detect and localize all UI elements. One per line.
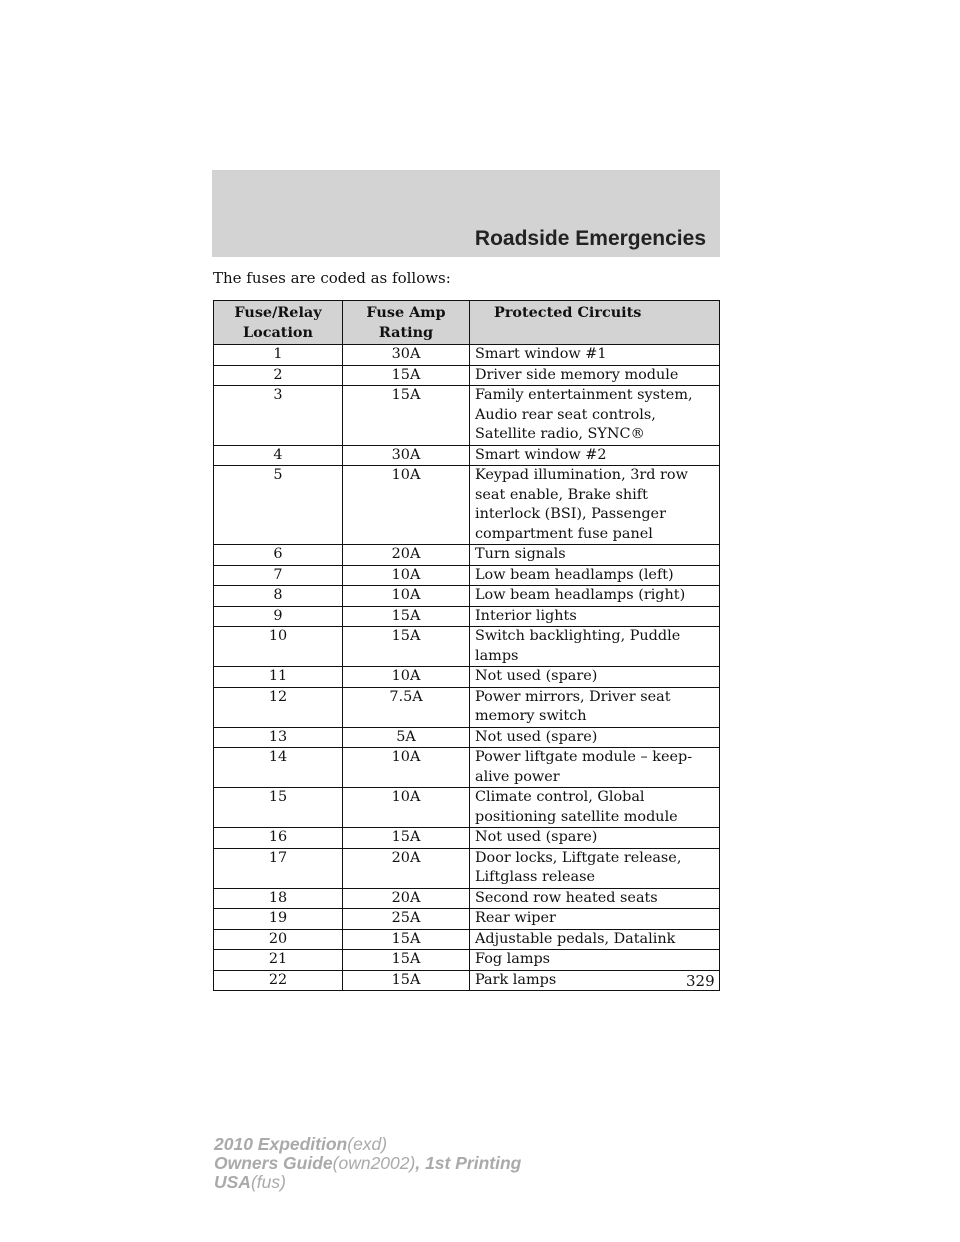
cell-location: 13 bbox=[214, 727, 343, 748]
cell-location: 10 bbox=[214, 627, 343, 667]
table-row bbox=[214, 365, 720, 386]
column-header-amp-rating: Fuse Amp Rating bbox=[343, 301, 470, 345]
cell-location: 15 bbox=[214, 788, 343, 828]
cell-protected-circuits: Climate control, Global positioning satellite module bbox=[470, 788, 720, 828]
cell-amp-rating: 15A bbox=[343, 970, 470, 991]
cell-protected-circuits: Second row heated seats bbox=[470, 888, 720, 909]
cell-protected-circuits: Power liftgate module – keep-alive power bbox=[470, 748, 720, 788]
cell-protected-circuits: Adjustable pedals, Datalink bbox=[470, 929, 720, 950]
table-row bbox=[214, 345, 720, 366]
cell-location: 17 bbox=[214, 848, 343, 888]
table-row bbox=[214, 386, 720, 446]
page-number: 329 bbox=[686, 972, 715, 990]
table-row bbox=[214, 687, 720, 727]
cell-protected-circuits: Park lamps bbox=[470, 970, 720, 991]
cell-protected-circuits: Not used (spare) bbox=[470, 727, 720, 748]
cell-amp-rating: 15A bbox=[343, 627, 470, 667]
cell-amp-rating: 10A bbox=[343, 565, 470, 586]
cell-location: 3 bbox=[214, 386, 343, 446]
section-header-band bbox=[212, 170, 720, 257]
cell-amp-rating: 7.5A bbox=[343, 687, 470, 727]
cell-location: 1 bbox=[214, 345, 343, 366]
cell-amp-rating: 30A bbox=[343, 445, 470, 466]
cell-protected-circuits: Fog lamps bbox=[470, 950, 720, 971]
cell-protected-circuits: Interior lights bbox=[470, 606, 720, 627]
cell-protected-circuits: Keypad illumination, 3rd row seat enable, Brake shift interlock (BSI), Passenger compartment fuse panel bbox=[470, 466, 720, 545]
footer-market-code: (fus) bbox=[250, 1172, 286, 1192]
cell-protected-circuits: Power mirrors, Driver seat memory switch bbox=[470, 687, 720, 727]
cell-amp-rating: 15A bbox=[343, 386, 470, 446]
cell-protected-circuits: Not used (spare) bbox=[470, 667, 720, 688]
cell-protected-circuits: Turn signals bbox=[470, 545, 720, 566]
cell-location: 21 bbox=[214, 950, 343, 971]
fuse-table-body bbox=[214, 345, 720, 991]
cell-location: 5 bbox=[214, 466, 343, 545]
footer-model-code: (exd) bbox=[347, 1134, 388, 1154]
cell-protected-circuits: Not used (spare) bbox=[470, 828, 720, 849]
cell-location: 20 bbox=[214, 929, 343, 950]
table-row bbox=[214, 888, 720, 909]
cell-protected-circuits: Smart window #1 bbox=[470, 345, 720, 366]
cell-location: 12 bbox=[214, 687, 343, 727]
footer-market: USA bbox=[214, 1172, 251, 1192]
footer-printing: , 1st Printing bbox=[415, 1153, 522, 1173]
footer-guide: Owners Guide bbox=[214, 1153, 333, 1173]
cell-location: 19 bbox=[214, 909, 343, 930]
cell-location: 2 bbox=[214, 365, 343, 386]
table-row bbox=[214, 970, 720, 991]
footer-model: 2010 Expedition bbox=[214, 1134, 348, 1154]
table-row bbox=[214, 748, 720, 788]
cell-amp-rating: 25A bbox=[343, 909, 470, 930]
table-row bbox=[214, 950, 720, 971]
fuse-table bbox=[213, 300, 720, 991]
cell-protected-circuits: Door locks, Liftgate release, Liftglass release bbox=[470, 848, 720, 888]
table-row bbox=[214, 565, 720, 586]
cell-amp-rating: 20A bbox=[343, 888, 470, 909]
cell-amp-rating: 10A bbox=[343, 788, 470, 828]
cell-protected-circuits: Family entertainment system, Audio rear seat controls, Satellite radio, SYNC® bbox=[470, 386, 720, 446]
table-row bbox=[214, 667, 720, 688]
cell-amp-rating: 20A bbox=[343, 848, 470, 888]
table-row bbox=[214, 627, 720, 667]
cell-amp-rating: 15A bbox=[343, 828, 470, 849]
table-row bbox=[214, 606, 720, 627]
cell-amp-rating: 10A bbox=[343, 667, 470, 688]
cell-amp-rating: 5A bbox=[343, 727, 470, 748]
cell-amp-rating: 10A bbox=[343, 586, 470, 607]
table-row bbox=[214, 466, 720, 545]
cell-location: 16 bbox=[214, 828, 343, 849]
cell-location: 4 bbox=[214, 445, 343, 466]
cell-location: 11 bbox=[214, 667, 343, 688]
cell-location: 22 bbox=[214, 970, 343, 991]
column-header-protected-circuits: Protected Circuits bbox=[470, 301, 720, 345]
cell-amp-rating: 15A bbox=[343, 950, 470, 971]
cell-amp-rating: 15A bbox=[343, 365, 470, 386]
table-row bbox=[214, 788, 720, 828]
cell-location: 7 bbox=[214, 565, 343, 586]
cell-location: 8 bbox=[214, 586, 343, 607]
column-header-location: Fuse/Relay Location bbox=[214, 301, 343, 345]
table-row bbox=[214, 848, 720, 888]
cell-amp-rating: 15A bbox=[343, 606, 470, 627]
cell-location: 14 bbox=[214, 748, 343, 788]
table-header-row bbox=[214, 301, 720, 345]
cell-protected-circuits: Driver side memory module bbox=[470, 365, 720, 386]
cell-location: 18 bbox=[214, 888, 343, 909]
table-row bbox=[214, 445, 720, 466]
footer-imprint bbox=[214, 1135, 521, 1192]
table-row bbox=[214, 727, 720, 748]
footer-line-2 bbox=[214, 1154, 521, 1173]
cell-protected-circuits: Rear wiper bbox=[470, 909, 720, 930]
footer-guide-code: (own2002) bbox=[332, 1153, 416, 1173]
cell-amp-rating: 15A bbox=[343, 929, 470, 950]
cell-protected-circuits: Low beam headlamps (left) bbox=[470, 565, 720, 586]
cell-location: 6 bbox=[214, 545, 343, 566]
footer-line-1 bbox=[214, 1135, 521, 1154]
cell-protected-circuits: Low beam headlamps (right) bbox=[470, 586, 720, 607]
table-row bbox=[214, 828, 720, 849]
table-row bbox=[214, 929, 720, 950]
table-row bbox=[214, 545, 720, 566]
cell-protected-circuits: Switch backlighting, Puddle lamps bbox=[470, 627, 720, 667]
section-title: Roadside Emergencies bbox=[474, 227, 706, 250]
cell-amp-rating: 10A bbox=[343, 466, 470, 545]
table-row bbox=[214, 586, 720, 607]
table-row bbox=[214, 909, 720, 930]
cell-amp-rating: 20A bbox=[343, 545, 470, 566]
cell-location: 9 bbox=[214, 606, 343, 627]
cell-protected-circuits: Smart window #2 bbox=[470, 445, 720, 466]
cell-amp-rating: 10A bbox=[343, 748, 470, 788]
intro-text: The fuses are coded as follows: bbox=[213, 269, 451, 287]
cell-amp-rating: 30A bbox=[343, 345, 470, 366]
footer-line-3 bbox=[214, 1173, 521, 1192]
